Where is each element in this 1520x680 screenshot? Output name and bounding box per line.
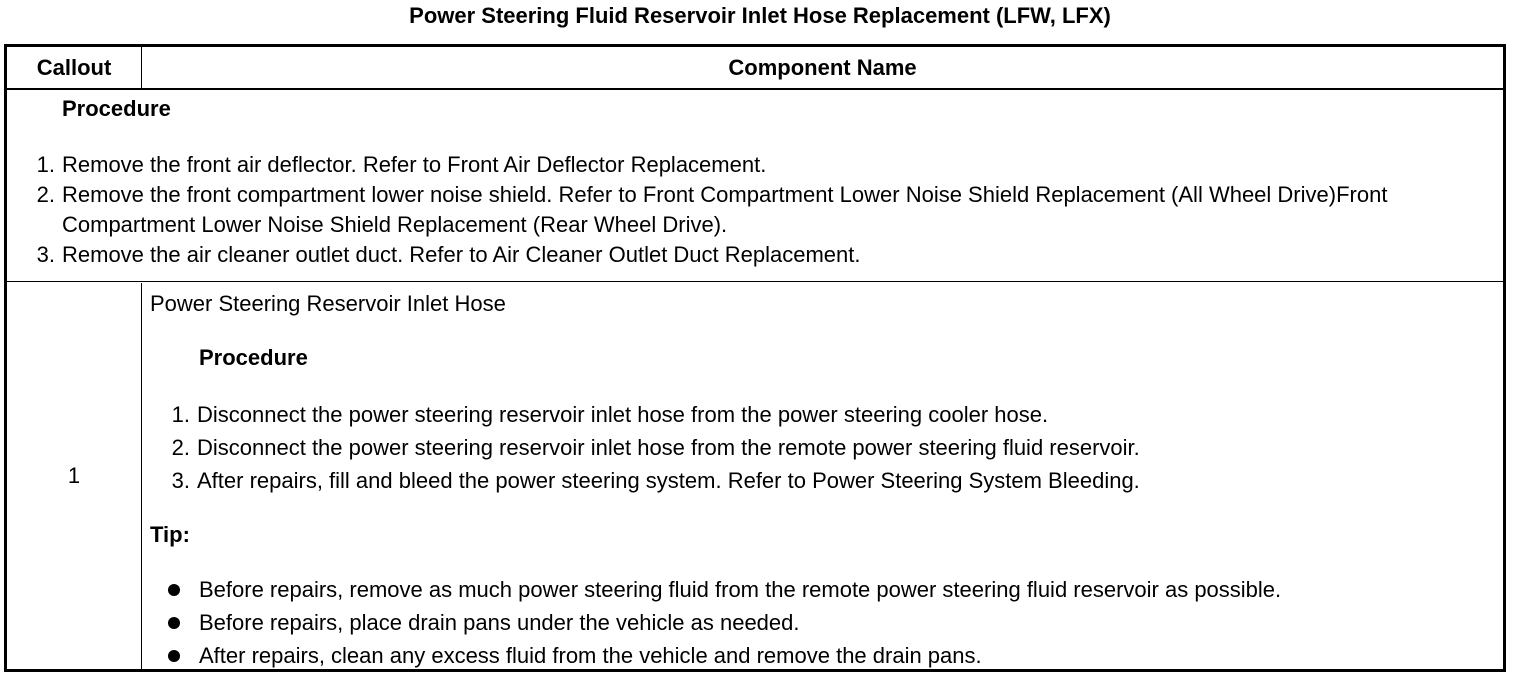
step-text: After repairs, fill and bleed the power steering system. Refer to Power Steering System Bleeding. [197,468,1140,493]
bullet-icon [168,584,180,596]
bullet-icon [168,617,180,629]
document-title: Power Steering Fluid Reservoir Inlet Hose Replacement (LFW, LFX) [409,3,1111,28]
bullet-icon [168,650,180,662]
callout-number: 1 [67,463,81,488]
step-number: 2. [171,435,190,460]
step-text: Remove the front compartment lower noise shield. Refer to Front Compartment Lower Noise Shield Replacement (All Wheel Drive)Front Compartment Lower Noise Shield Replacement (Rear Wheel Drive). [62,182,1388,237]
list-item [29,240,1479,270]
component-name: Power Steering Reservoir Inlet Hose [150,291,506,316]
procedure-heading: Procedure [199,345,308,370]
component-steps-list [164,398,1494,497]
tips-list [164,573,1494,672]
step-number: 2. [36,182,55,207]
step-number: 1. [36,152,55,177]
list-item [29,150,1479,180]
preliminary-steps-list [29,150,1479,270]
step-number: 1. [171,402,190,427]
list-item [164,639,1494,672]
tip-text: Before repairs, place drain pans under the vehicle as needed. [199,610,800,635]
step-text: Disconnect the power steering reservoir inlet hose from the remote power steering fluid reservoir. [197,435,1140,460]
table-row [7,283,1503,669]
component-cell [142,283,1503,669]
preliminary-procedure [7,90,1503,282]
tip-text: After repairs, clean any excess fluid from the vehicle and remove the drain pans. [199,643,982,668]
list-item [164,431,1494,464]
list-item [164,464,1494,497]
step-number: 3. [36,242,55,267]
step-number: 3. [171,468,190,493]
component-table [4,44,1506,672]
procedure-heading: Procedure [62,96,171,121]
step-text: Remove the air cleaner outlet duct. Refer to Air Cleaner Outlet Duct Replacement. [62,242,861,267]
list-item [164,398,1494,431]
list-item [164,573,1494,606]
list-item [29,180,1479,240]
step-text: Disconnect the power steering reservoir inlet hose from the power steering cooler hose. [197,402,1049,427]
step-text: Remove the front air deflector. Refer to Front Air Deflector Replacement. [62,152,767,177]
header-callout: Callout [7,47,142,88]
tip-label: Tip: [150,522,190,547]
list-item [164,606,1494,639]
table-header [7,47,1503,90]
header-component-name: Component Name [728,55,917,80]
callout-cell [7,283,142,669]
tip-text: Before repairs, remove as much power steering fluid from the remote power steering fluid reservoir as possible. [199,577,1282,602]
